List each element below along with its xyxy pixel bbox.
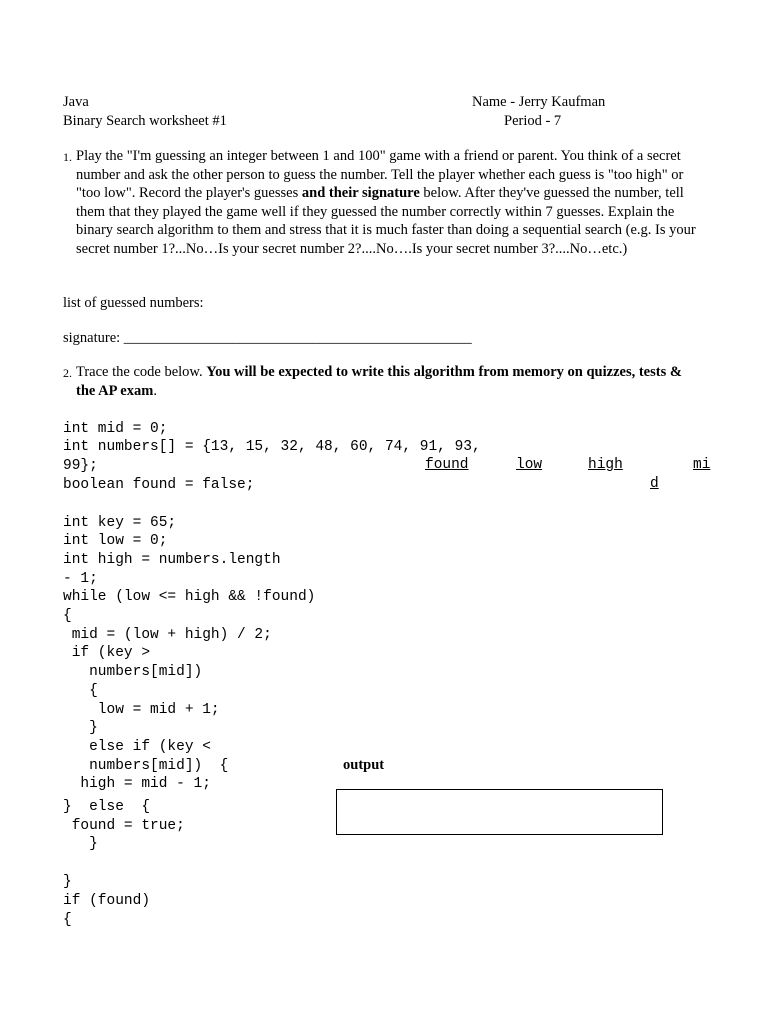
worksheet-title: Binary Search worksheet #1	[63, 113, 227, 129]
code-line	[63, 495, 481, 514]
question-1-text-bold: and their signature	[301, 185, 420, 202]
code-line: }	[63, 836, 98, 853]
student-name: Name - Jerry Kaufman	[472, 94, 606, 110]
output-label: output	[343, 757, 385, 773]
trace-header-found: found	[425, 457, 469, 473]
code-line: }	[63, 720, 98, 737]
code-line: numbers[mid]) {	[63, 757, 229, 774]
code-line: } else {	[63, 799, 151, 816]
question-2-text	[76, 363, 701, 400]
code-listing	[63, 401, 481, 948]
trace-header-low: low	[516, 457, 543, 473]
question-2-number: 2.	[63, 366, 72, 380]
code-line: numbers[mid])	[63, 664, 203, 681]
trace-header-high: high	[588, 457, 623, 473]
question-1-text-b: below. After they've guessed the number, tell them that they played the game well if they guessed the number correctly within 7 guesses. Explain the binary search algorithm to them and stress that it is much faster than doing a sequential search (e.g. Is your secret number 1?...No…Is your secret number 2?....No….Is your secret number 3?....No…etc.)	[76, 185, 696, 257]
code-line: high = mid - 1;	[63, 776, 211, 793]
output-box[interactable]	[336, 789, 663, 835]
code-line: int key = 65;	[63, 514, 177, 531]
code-line: }	[63, 874, 72, 891]
question-1-text-a: Play the "I'm guessing an integer between 1 and 100" game with a friend or parent. You think of a secret number and ask the other person to guess the number. Tell the player whether each guess is "too high" or "too low". Record the player's guesses	[76, 148, 684, 202]
code-line: int high = numbers.length	[63, 551, 281, 568]
question-2-text-a: Trace the code below.	[76, 364, 207, 380]
code-line: if (found)	[63, 892, 151, 909]
code-line	[63, 854, 481, 873]
course-title: Java	[63, 94, 89, 110]
code-line: {	[63, 682, 98, 699]
code-line: int low = 0;	[63, 533, 168, 550]
code-line: int numbers[] = {13, 15, 32, 48, 60, 74, 91, 93,	[63, 439, 481, 456]
question-1-text	[76, 147, 708, 259]
class-period: Period - 7	[504, 113, 562, 129]
code-line: 99};	[63, 458, 98, 475]
trace-header-mid: mi	[693, 457, 711, 473]
code-line: if (key >	[63, 645, 151, 662]
code-line: else if (key <	[63, 738, 211, 755]
signature-line: signature: ________________________________________________	[63, 330, 472, 346]
code-line: - 1;	[63, 570, 98, 587]
code-line: while (low <= high && !found)	[63, 589, 316, 606]
code-line: low = mid + 1;	[63, 701, 220, 718]
code-line: found = true;	[63, 817, 185, 834]
code-line: boolean found = false;	[63, 476, 255, 493]
guessed-numbers-label: list of guessed numbers:	[63, 295, 204, 311]
code-line: int mid = 0;	[63, 420, 168, 437]
code-line: {	[63, 911, 72, 928]
question-2-text-end: .	[153, 382, 157, 399]
trace-header-mid-wrap: d	[650, 476, 659, 492]
question-1-number: 1.	[63, 150, 72, 164]
question-2-text-bold: You will be expected to write this algorithm from memory on quizzes, tests & the AP exam	[76, 364, 682, 399]
code-line: {	[63, 608, 72, 625]
code-line: mid = (low + high) / 2;	[63, 626, 272, 643]
